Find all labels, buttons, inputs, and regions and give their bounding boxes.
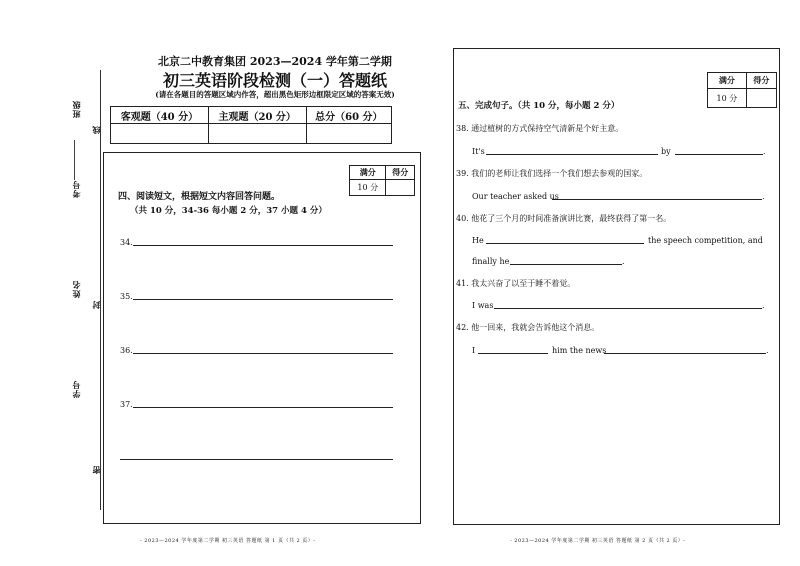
page-title: 初三英语阶段检测（一）答题纸: [162, 71, 387, 90]
full-score-header: 满分: [350, 166, 386, 180]
objective-header: 客观题（40 分）: [111, 107, 209, 124]
q39-prompt: 39. 我们的老师让我们选择一个我们想去参观的国家。: [456, 169, 648, 178]
question-number: 36.: [120, 346, 133, 355]
binding-line: [100, 70, 101, 510]
full-score-header: 满分: [708, 73, 747, 89]
q39-start: Our teacher asked us: [472, 192, 559, 201]
q41-blank[interactable]: [494, 308, 762, 309]
q42-mid: him the news: [552, 346, 607, 355]
question-number: 35.: [120, 292, 133, 301]
score-header: 得分: [746, 73, 776, 89]
section4-title: 四、阅读短文，根据短文内容回答问题。: [118, 192, 281, 202]
exam-no-label: 考号: [71, 180, 81, 198]
q38-prompt: 38. 通过植树的方式保持空气清新是个好主意。: [456, 124, 624, 133]
seal-char-seal: 封: [91, 300, 101, 309]
field-underline: [74, 140, 75, 180]
q38-blank-2[interactable]: [675, 154, 763, 155]
q42-start: I: [472, 346, 476, 355]
q42-end: .: [766, 346, 769, 355]
seal-char-secret: 密: [91, 465, 101, 474]
total-header: 总分（60 分）: [306, 107, 391, 124]
class-label: 班级: [71, 100, 81, 118]
section5-title: 五、完成句子。（共 10 分，每小题 2 分）: [458, 101, 620, 111]
answer-line-37b[interactable]: [120, 459, 393, 460]
q38-blank-1[interactable]: [486, 154, 658, 155]
q42-blank-2[interactable]: [604, 353, 766, 354]
q41-prompt: 41. 我太兴奋了以至于睡不着觉。: [456, 279, 576, 288]
question-number: 37.: [120, 400, 133, 409]
answer-line-35[interactable]: [133, 299, 393, 300]
footer-left: - 2023—2024 学年度第二学期 初三英语 答题纸 第 1 页（共 2 页）-: [140, 538, 316, 544]
q41-start: I was: [472, 301, 494, 310]
q40-start: He: [472, 236, 484, 245]
q40-mid: the speech competition, and: [648, 236, 763, 245]
q40-prompt: 40. 他花了三个月的时间准备演讲比赛，最终获得了第一名。: [456, 214, 672, 223]
section5-score-table: [707, 72, 777, 108]
answer-line-37a[interactable]: [133, 407, 393, 408]
notice-text: (请在各题目的答题区域内作答，超出黑色矩形边框限定区域的答案无效): [155, 90, 395, 99]
name-label: 姓名: [71, 280, 81, 298]
score-cell[interactable]: [746, 89, 776, 108]
q38-mid: by: [661, 147, 671, 156]
section4-subtitle: （共 10 分，34-36 每小题 2 分，37 小题 4 分）: [130, 206, 327, 216]
q38-start: It's: [472, 147, 485, 156]
total-score-cell[interactable]: [306, 124, 391, 144]
q39-end: .: [762, 192, 765, 201]
q38-end: .: [763, 147, 766, 156]
q42-prompt: 42. 他一回来，我就会告诉他这个消息。: [456, 323, 600, 332]
q40-blank-2[interactable]: [510, 264, 622, 265]
objective-score-cell[interactable]: [111, 124, 209, 144]
school-heading: 北京二中教育集团 2023—2024 学年第二学期: [158, 55, 392, 68]
full-score-value: 10 分: [350, 180, 386, 196]
q40-end: .: [622, 257, 625, 266]
answer-line-34[interactable]: [133, 245, 393, 246]
seal-char-line: 线: [91, 125, 101, 134]
score-cell[interactable]: [386, 180, 415, 196]
question-number: 34.: [120, 238, 133, 247]
score-summary-table: [110, 106, 392, 144]
q41-end: .: [762, 301, 765, 310]
footer-right: - 2023—2024 学年度第二学期 初三英语 答题纸 第 2 页（共 2 页）-: [510, 538, 686, 544]
subjective-header: 主观题（20 分）: [208, 107, 306, 124]
full-score-value: 10 分: [708, 89, 747, 108]
q39-blank[interactable]: [552, 199, 762, 200]
q40-blank-1[interactable]: [486, 243, 644, 244]
q40-line2-start: finally he: [472, 257, 510, 266]
answer-line-36[interactable]: [133, 353, 393, 354]
section4-score-table: [349, 165, 415, 196]
seat-no-label: 学号: [71, 380, 81, 398]
subjective-score-cell[interactable]: [208, 124, 306, 144]
q42-blank-1[interactable]: [478, 353, 548, 354]
score-header: 得分: [386, 166, 415, 180]
